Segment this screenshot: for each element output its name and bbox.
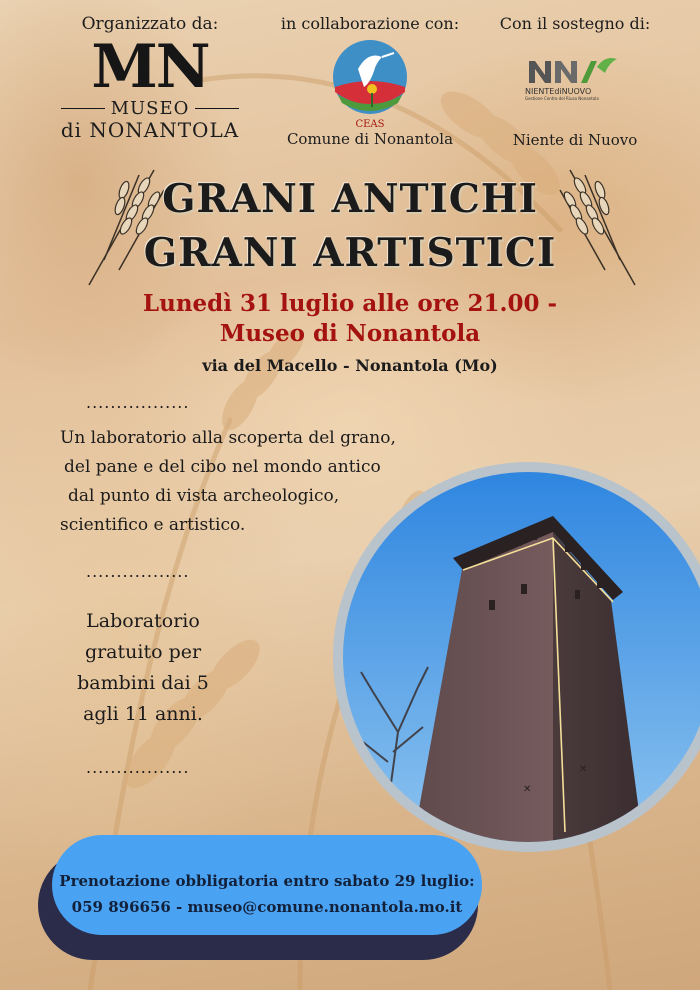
- support-block: [480, 14, 670, 149]
- description-line-2: del pane e del cibo nel mondo antico: [64, 457, 381, 477]
- collaboration-name: Comune di Nonantola: [286, 130, 454, 148]
- museum-logo-initials: MN: [91, 32, 209, 102]
- niente-logo-text: NIENTEdiNUOVO: [525, 87, 592, 96]
- description: [60, 424, 396, 540]
- niente-di-nuovo-logo: [525, 53, 625, 101]
- svg-text:✕: ✕: [579, 764, 588, 775]
- event-date: Lunedì 31 luglio alle ore 21.00 -: [142, 290, 558, 317]
- booking-line-1: Prenotazione obbligatoria entro sabato 29 luglio:: [59, 872, 475, 890]
- event-address: via del Macello - Nonantola (Mo): [202, 356, 498, 375]
- organizer-block: [40, 14, 260, 141]
- booking-banner: [52, 835, 482, 935]
- event-place: Museo di Nonantola: [219, 320, 481, 347]
- separator-2: .................: [86, 562, 190, 581]
- tower-photo: [343, 472, 700, 842]
- support-label: Con il sostegno di:: [499, 14, 651, 33]
- poster-title-line2: GRANI ARTISTICI: [143, 230, 557, 276]
- museum-logo: [40, 32, 260, 142]
- collaboration-label: in collaborazione con:: [280, 14, 460, 33]
- kids-line-1: Laboratorio: [86, 610, 200, 632]
- description-line-4: scientifico e artistico.: [60, 515, 246, 535]
- tower-photo-frame: [333, 462, 700, 852]
- kids-line-3: bambini dai 5: [77, 672, 209, 694]
- organizer-label: Organizzato da:: [81, 14, 219, 34]
- poster-title-line1: GRANI ANTICHI: [162, 176, 538, 222]
- niente-logo-subtext: Gestione Centro del Riuso Nonantola: [525, 96, 599, 101]
- separator-1: .................: [86, 393, 190, 412]
- ceas-label: CEAS: [355, 119, 385, 130]
- museum-logo-line2: di NONANTOLA: [60, 118, 240, 142]
- booking-contact[interactable]: 059 896656 - museo@comune.nonantola.mo.it: [71, 898, 463, 916]
- museum-logo-line1: MUSEO: [110, 98, 190, 119]
- kids-line-4: agli 11 anni.: [83, 703, 203, 725]
- svg-text:✕: ✕: [523, 784, 532, 795]
- niente-di-nuovo-logo-icon: [525, 53, 625, 87]
- description-line-1: Un laboratorio alla scoperta del grano,: [60, 428, 396, 448]
- description-line-3: dal punto di vista archeologico,: [68, 486, 340, 506]
- collaboration-block: [270, 14, 470, 148]
- kids-info: [56, 606, 230, 730]
- support-name: Niente di Nuovo: [512, 131, 638, 149]
- ceas-heron-logo-icon: [330, 37, 410, 117]
- tower-image-icon: [343, 472, 700, 842]
- separator-3: .................: [86, 758, 190, 777]
- kids-line-2: gratuito per: [84, 641, 202, 663]
